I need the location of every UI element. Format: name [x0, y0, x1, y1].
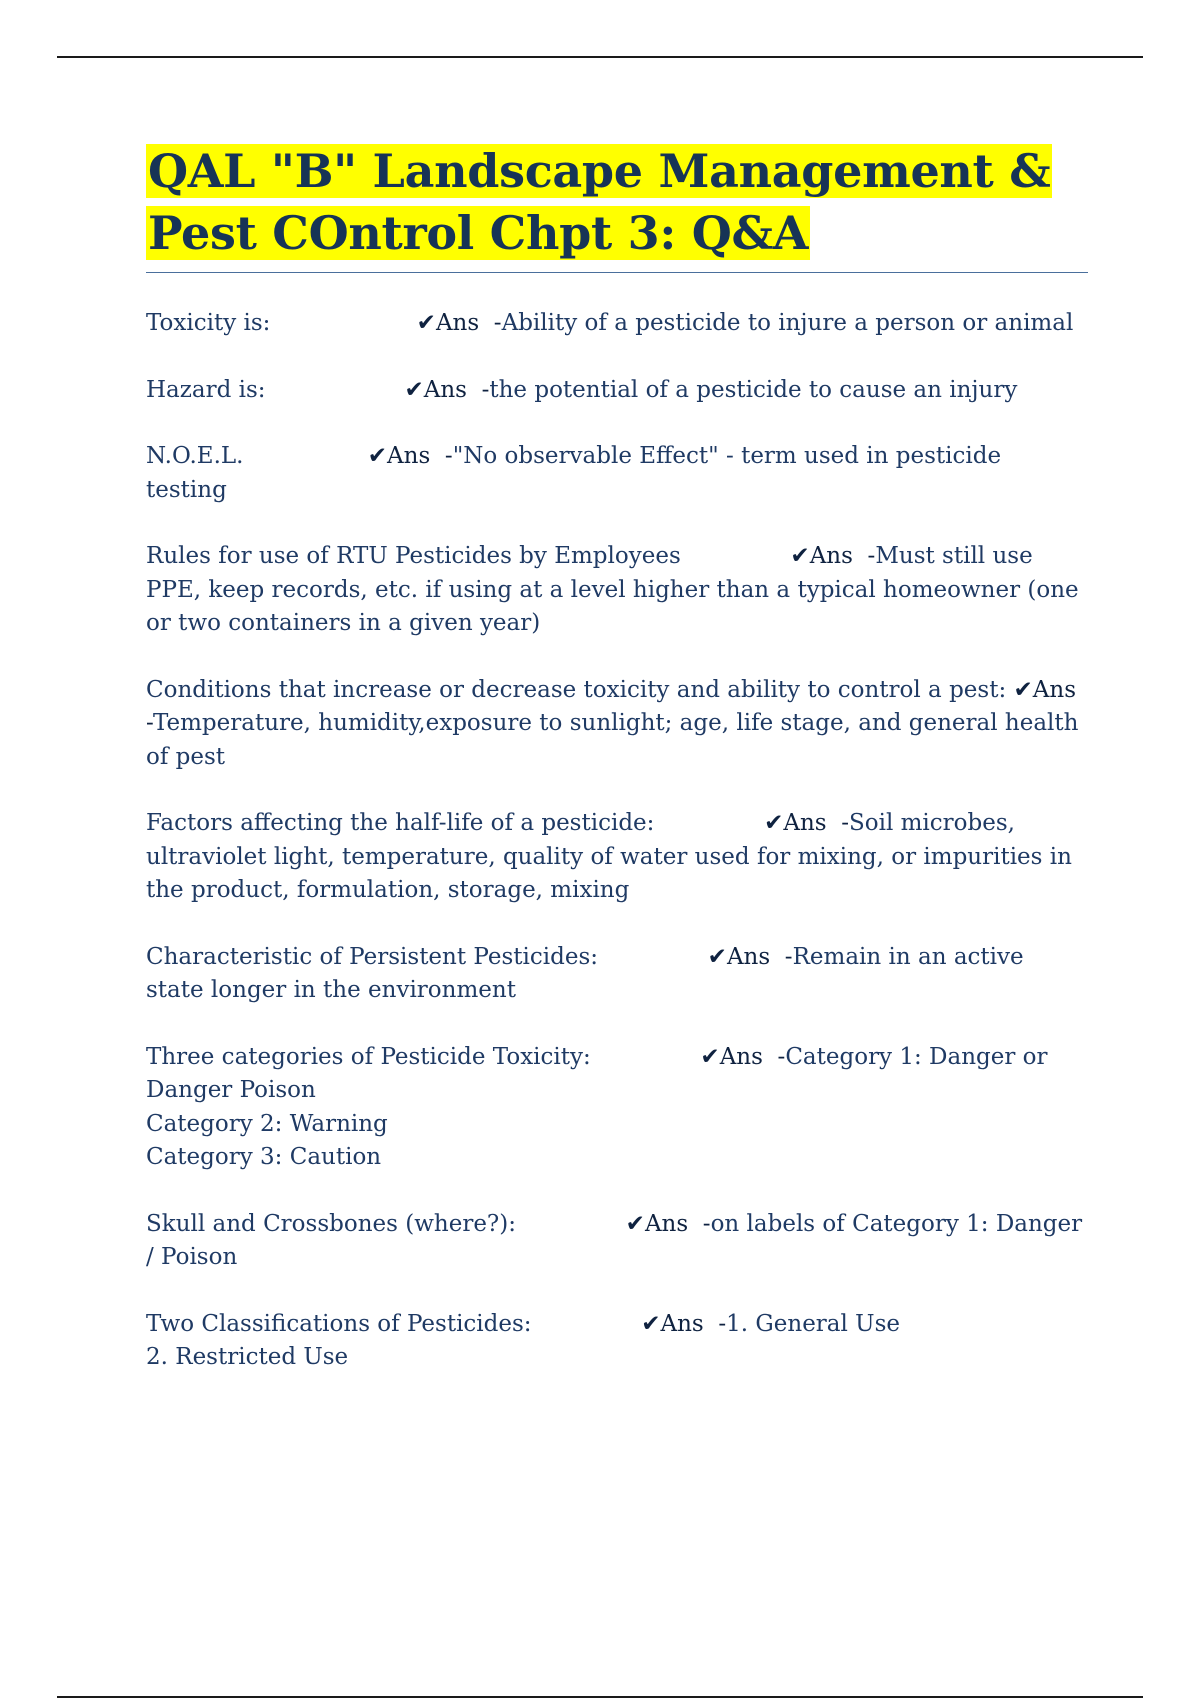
- spacer: [591, 1044, 701, 1070]
- answer-text: Soil microbes, ultraviolet light, temperature, quality of water used for mixing, or impurities in the product, formulation, storage, mixing: [146, 810, 1080, 903]
- answer-text: on labels of Category 1: Danger / Poison: [146, 1210, 1090, 1270]
- question-text: Characteristic of Persistent Pesticides:: [146, 943, 598, 970]
- qa-item: [146, 807, 1088, 908]
- qa-item: [146, 1041, 1088, 1175]
- title-line-1: QAL "B" Landscape Management &: [148, 144, 1051, 198]
- question-text: Factors affecting the half-life of a pesticide:: [146, 810, 655, 836]
- qa-item: [146, 540, 1088, 641]
- qa-item: [146, 1308, 1088, 1375]
- answer-text: Ability of a pesticide to injure a person or animal: [501, 310, 1074, 336]
- top-rule: [57, 56, 1143, 58]
- answer-prefix: ✔Ans -: [625, 1210, 711, 1237]
- title-underline: [146, 272, 1088, 273]
- qa-list: [146, 307, 1091, 1375]
- spacer: [681, 543, 791, 569]
- answer-prefix: ✔Ans -: [641, 1310, 727, 1337]
- document-page: [146, 140, 1091, 1408]
- spacer: [654, 810, 764, 836]
- document-title: [146, 140, 1088, 264]
- question-text: Hazard is:: [146, 376, 266, 403]
- question-text: N.O.E.L.: [146, 443, 244, 469]
- spacer: [516, 1211, 626, 1237]
- answer-text: "No observable Effect" - term used in pesticide testing: [146, 443, 1009, 503]
- spacer: [266, 377, 405, 403]
- title-line-2: Pest COntrol Chpt 3: Q&A: [148, 206, 809, 260]
- answer-text: 1. General Use 2. Restricted Use: [146, 1310, 900, 1370]
- answer-prefix: ✔Ans -: [764, 810, 849, 836]
- question-text: Two Classifications of Pesticides:: [146, 1310, 532, 1337]
- qa-item: [146, 941, 1088, 1008]
- bottom-rule: [57, 1696, 1143, 1698]
- qa-item: [146, 307, 1088, 341]
- qa-item: [146, 374, 1088, 408]
- answer-prefix: ✔Ans -: [367, 443, 453, 469]
- question-text: Conditions that increase or decrease toxicity and ability to control a pest:: [146, 676, 1007, 703]
- answer-text: Category 1: Danger or Danger Poison Category 2: Warning Category 3: Caution: [146, 1043, 1048, 1170]
- spacer: [598, 944, 708, 970]
- question-text: Toxicity is:: [146, 310, 271, 336]
- answer-prefix: ✔Ans -: [146, 676, 1091, 736]
- answer-prefix: ✔Ans -: [700, 1043, 786, 1070]
- answer-prefix: ✔Ans -: [404, 376, 490, 403]
- question-text: Skull and Crossbones (where?):: [146, 1210, 516, 1237]
- question-text: Rules for use of RTU Pesticides by Employees: [146, 543, 681, 569]
- answer-text: Remain in an active state longer in the environment: [146, 943, 1031, 1003]
- spacer: [270, 310, 416, 336]
- answer-text: Must still use PPE, keep records, etc. if using at a level higher than a typical homeowner (one or two containers in a given year): [146, 543, 1086, 636]
- qa-item: [146, 674, 1091, 775]
- question-text: Three categories of Pesticide Toxicity:: [146, 1043, 591, 1070]
- spacer: [243, 443, 367, 469]
- answer-prefix: ✔Ans -: [416, 310, 502, 336]
- answer-prefix: ✔Ans -: [790, 543, 876, 569]
- qa-item: [146, 1208, 1088, 1275]
- answer-prefix: ✔Ans -: [707, 943, 793, 970]
- qa-item: [146, 440, 1088, 507]
- answer-text: the potential of a pesticide to cause an injury: [489, 376, 1018, 403]
- answer-text: Temperature, humidity,exposure to sunlight; age, life stage, and general health of pest: [146, 710, 1086, 770]
- spacer: [532, 1311, 642, 1337]
